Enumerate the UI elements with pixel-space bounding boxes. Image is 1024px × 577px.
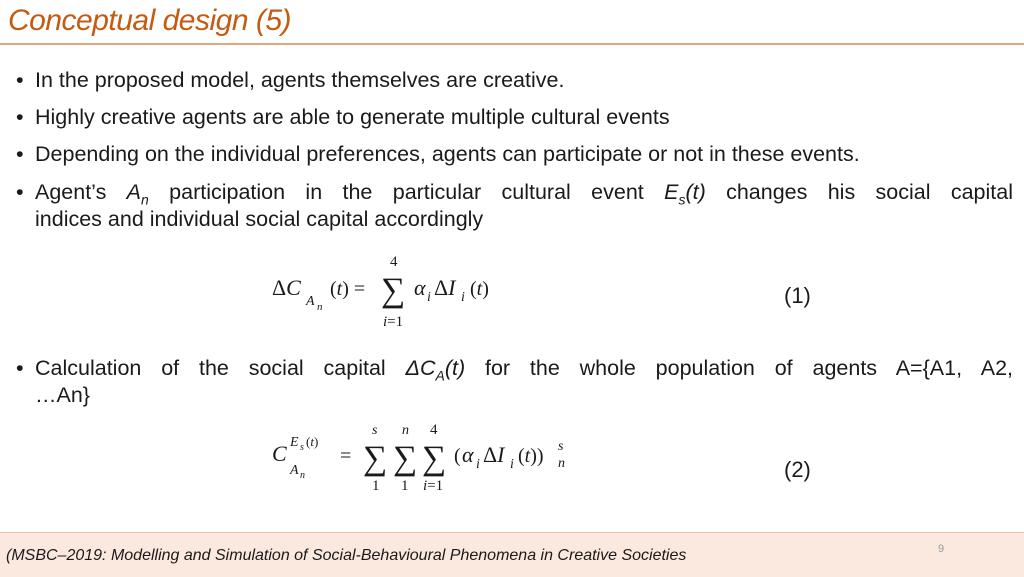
svg-text:(t): (t) [470,278,489,300]
svg-text:1: 1 [401,478,409,494]
agent-variable: A [126,180,142,204]
svg-text:i=1: i=1 [423,478,444,494]
bullet-text-part: for the whole population of agents A={A1, A2, [465,356,1013,380]
svg-text:i: i [476,457,480,472]
bullet-dot: • [16,105,24,129]
svg-text:4: 4 [390,254,398,270]
svg-text:α: α [414,275,426,300]
footer-citation: (MSBC–2019: Modelling and Simulation of Social-Behavioural Phenomena in Creative Societies [6,547,687,564]
social-capital-variable: ΔC [405,356,436,380]
equation-2 [268,418,588,500]
svg-text:∑: ∑ [363,440,388,477]
svg-text:i: i [461,290,465,305]
svg-text:s: s [372,423,378,438]
svg-text:(t) =: (t) = [330,278,366,300]
bullet-text-part: Agent’s [35,180,127,204]
svg-text:α: α [462,442,474,467]
equation-1 [268,247,508,333]
bullet-text-continuation: …An} [35,383,90,407]
title-divider [0,43,1024,45]
svg-text:ΔC: ΔC [272,275,301,300]
svg-text:i=1: i=1 [383,314,404,330]
bullet-text-part: changes his social capital [705,180,1013,204]
svg-text:(t): (t) [306,434,319,449]
svg-text:4: 4 [430,422,438,438]
svg-text:i: i [510,457,514,472]
svg-text:∑: ∑ [422,440,447,477]
slide-title: Conceptual design (5) [8,4,292,37]
svg-text:A: A [290,463,299,478]
svg-text:ΔI: ΔI [434,275,456,300]
equation-2-number: (2) [784,457,811,482]
svg-text:n: n [300,470,305,481]
svg-text:(t)): (t)) [518,445,544,467]
page-number: 9 [938,543,945,555]
svg-text:i: i [427,290,431,305]
event-subscript: s [678,191,686,208]
social-capital-subscript: A [435,367,445,384]
bullet-dot: • [16,68,24,92]
bullet-text: In the proposed model, agents themselves are creative. [35,68,565,92]
svg-text:A: A [306,294,315,309]
svg-text:n: n [558,456,565,471]
bullet-text-part: participation in the particular cultural event [148,180,665,204]
bullet-text: Highly creative agents are able to generate multiple cultural events [35,105,670,129]
bullet-text-part: Calculation of the social capital [35,356,406,380]
bullet-text [35,355,1013,389]
svg-text:C: C [272,441,287,466]
svg-text:n: n [317,301,323,313]
bullet-dot: • [16,356,24,380]
social-capital-argument: (t) [444,356,466,380]
svg-text:∑: ∑ [381,272,406,309]
svg-text:(: ( [454,445,461,467]
svg-text:s: s [558,439,564,454]
bullet-dot: • [16,180,24,204]
bullet-dot: • [16,142,24,166]
event-argument: (t) [685,180,706,204]
equation-1-number: (1) [784,283,811,308]
svg-text:=: = [340,445,352,467]
svg-text:∑: ∑ [393,440,418,477]
svg-text:s: s [300,442,304,453]
bullet-text-continuation: indices and individual social capital accordingly [35,207,484,231]
svg-text:1: 1 [372,478,380,494]
svg-text:E: E [290,435,299,450]
svg-text:ΔI: ΔI [483,442,505,467]
bullet-text: Depending on the individual preferences, agents can participate or not in these events. [35,142,860,166]
agent-subscript: n [141,191,149,208]
svg-text:n: n [402,423,409,438]
event-variable: E [664,180,679,204]
